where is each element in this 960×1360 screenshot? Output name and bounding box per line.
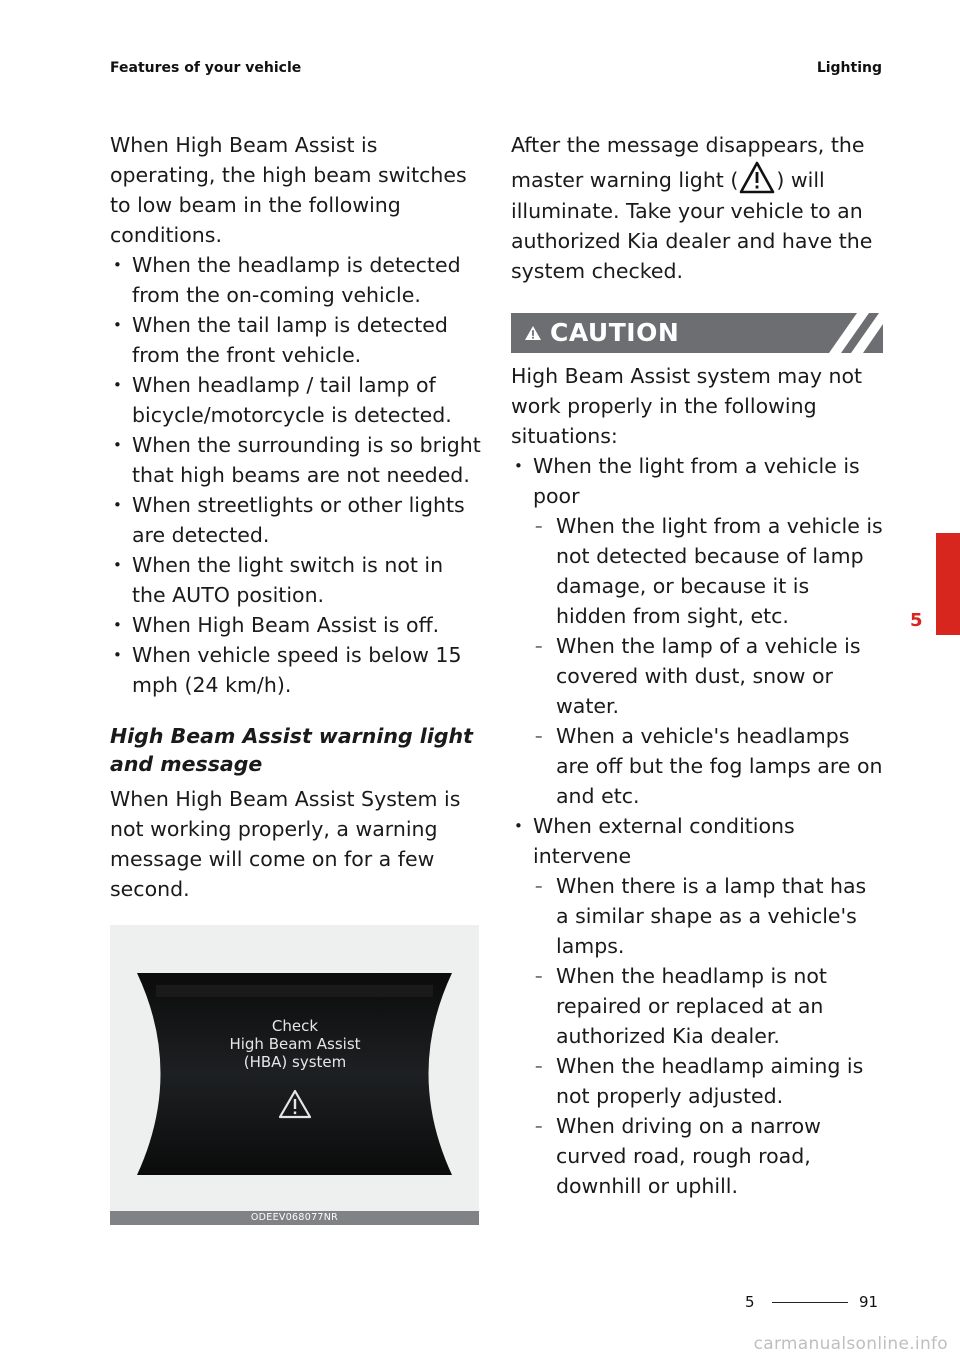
caution-banner bbox=[511, 313, 883, 353]
caution-list bbox=[511, 451, 883, 1201]
message-line: Check bbox=[271, 1017, 319, 1035]
figure-code: ODEEV068077NR bbox=[110, 1211, 479, 1225]
cluster-display-graphic bbox=[110, 925, 479, 1225]
condition-list bbox=[110, 250, 482, 700]
cluster-message bbox=[170, 1017, 420, 1071]
caution-intro: High Beam Assist system may not work properly in the following situations: bbox=[511, 364, 863, 448]
list-item: • When the headlamp is detected from the on-coming vehicle. bbox=[110, 250, 482, 310]
list-item: • When vehicle speed is below 15 mph (24 km/h). bbox=[110, 640, 482, 700]
list-item: • When the tail lamp is detected from the front vehicle. bbox=[110, 310, 482, 370]
header-section: Features of your vehicle bbox=[110, 60, 302, 76]
right-column bbox=[511, 130, 883, 1201]
chapter-number: 5 bbox=[910, 610, 923, 631]
after-text-part1: After the message disappears, the master warning light ( bbox=[511, 133, 865, 192]
master-warning-icon bbox=[739, 160, 775, 196]
watermark: carmanualsonline.info bbox=[753, 1334, 948, 1354]
sub-list bbox=[533, 511, 883, 811]
caution-label: CAUTION bbox=[550, 318, 680, 347]
intro-paragraph: When High Beam Assist is operating, the high beam switches to low beam in the following conditions. bbox=[110, 133, 467, 247]
footer-divider bbox=[772, 1302, 848, 1303]
list-item: • When headlamp / tail lamp of bicycle/motorcycle is detected. bbox=[110, 370, 482, 430]
caution-stripes bbox=[823, 313, 883, 353]
sub-list-item: – When a vehicle's headlamps are off but the fog lamps are on and etc. bbox=[533, 721, 883, 811]
after-message-paragraph bbox=[511, 130, 883, 286]
list-item: • When the surrounding is so bright that high beams are not needed. bbox=[110, 430, 482, 490]
warning-subheading: High Beam Assist warning light and message bbox=[110, 724, 473, 776]
list-item bbox=[511, 811, 883, 1201]
page-number: 91 bbox=[859, 1293, 879, 1311]
footer-chapter: 5 bbox=[745, 1293, 755, 1311]
list-item-text: When the light from a vehicle is poor bbox=[533, 454, 860, 508]
cluster-figure bbox=[110, 925, 479, 1225]
sub-list-item: – When the light from a vehicle is not detected because of lamp damage, or because it is hidden from sight, etc. bbox=[533, 511, 883, 631]
list-item-text: When external conditions intervene bbox=[533, 814, 795, 868]
warning-paragraph: When High Beam Assist System is not working properly, a warning message will come on for a few second. bbox=[110, 787, 461, 901]
caution-warning-icon bbox=[524, 325, 542, 341]
message-line: High Beam Assist bbox=[229, 1035, 361, 1053]
after-text-part2: ) will illuminate. Take your vehicle to an authorized Kia dealer and have the system checked. bbox=[511, 168, 873, 283]
warning-triangle-icon bbox=[278, 1089, 312, 1119]
sub-list-item: – When the headlamp is not repaired or replaced at an authorized Kia dealer. bbox=[533, 961, 883, 1051]
sub-list-item: – When the lamp of a vehicle is covered with dust, snow or water. bbox=[533, 631, 883, 721]
list-item: • When High Beam Assist is off. bbox=[110, 610, 482, 640]
sub-list-item: – When there is a lamp that has a similar shape as a vehicle's lamps. bbox=[533, 871, 883, 961]
list-item: • When streetlights or other lights are detected. bbox=[110, 490, 482, 550]
sub-list-item: – When driving on a narrow curved road, rough road, downhill or uphill. bbox=[533, 1111, 883, 1201]
sub-list-item: – When the headlamp aiming is not properly adjusted. bbox=[533, 1051, 883, 1111]
left-column bbox=[110, 130, 482, 1225]
chapter-tab bbox=[936, 533, 960, 635]
message-line: (HBA) system bbox=[243, 1053, 347, 1071]
header-topic: Lighting bbox=[816, 60, 882, 76]
list-item bbox=[511, 451, 883, 811]
sub-list bbox=[533, 871, 883, 1201]
list-item: • When the light switch is not in the AUTO position. bbox=[110, 550, 482, 610]
